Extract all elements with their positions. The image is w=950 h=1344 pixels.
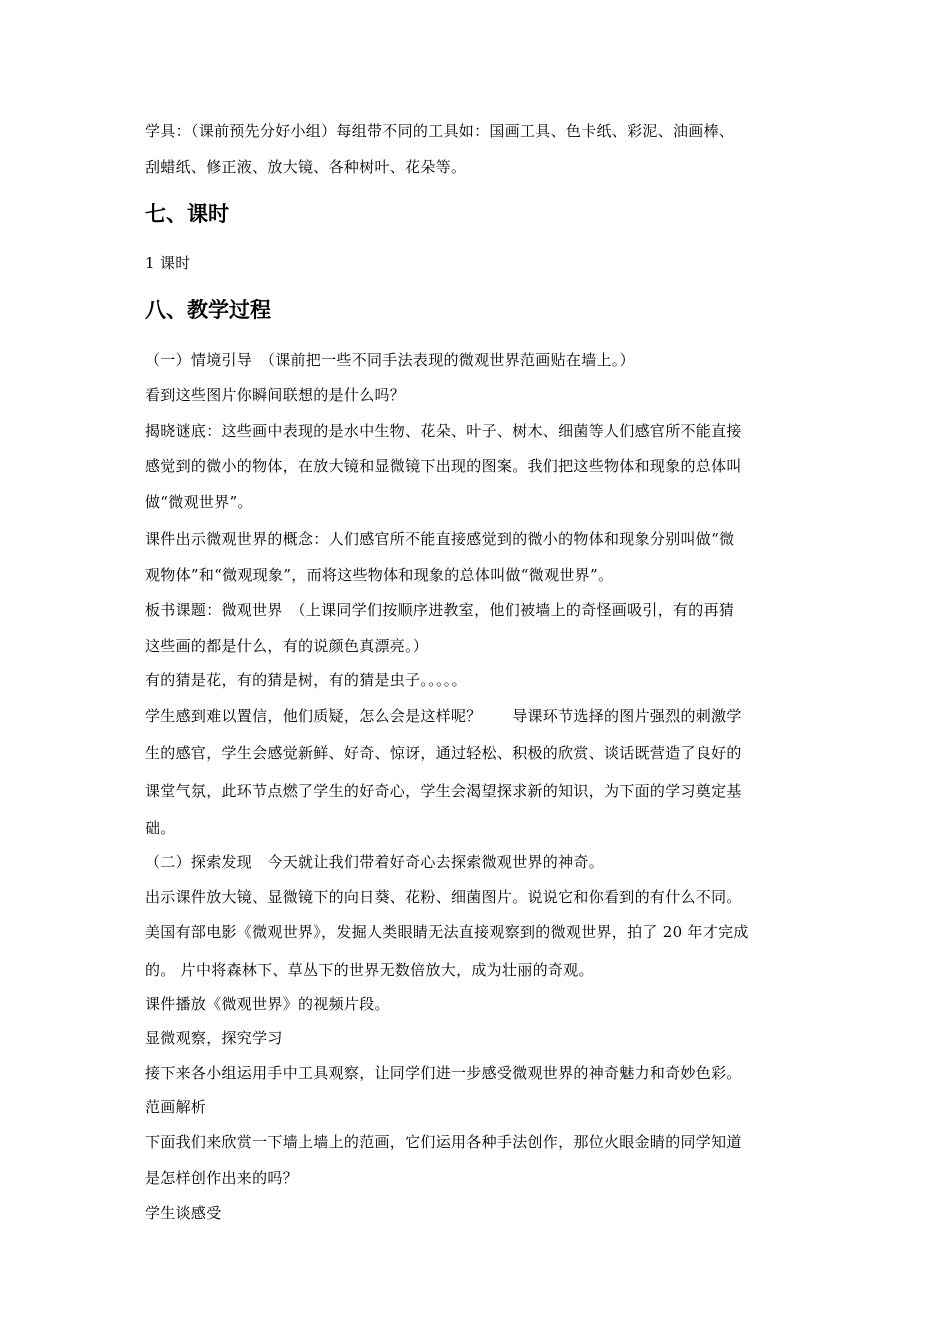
paragraph-line: 的。 片中将森林下、草丛下的世界无数倍放大，成为壮丽的奇观。 (145, 961, 594, 979)
paragraph-line: 观物体”和“微观现象”，而将这些物体和现象的总体叫做“微观世界”。 (145, 566, 614, 584)
section-7-body: 1 课时 (145, 254, 191, 272)
tools-line-1: 学具：（课前预先分好小组）每组带不同的工具如：国画工具、色卡纸、彩泥、油画棒、 (145, 122, 735, 140)
paragraph-line: 揭晓谜底：这些画中表现的是水中生物、花朵、叶子、树木、细菌等人们感官所不能直接 (145, 422, 742, 440)
paragraph-line: 学生谈感受 (145, 1204, 222, 1222)
paragraph-line: 出示课件放大镜、显微镜下的向日葵、花粉、细菌图片。说说它和你看到的有什么不同。 (145, 888, 742, 906)
paragraph-line: 范画解析 (145, 1098, 207, 1116)
paragraph-line: 做“微观世界”。 (145, 493, 253, 511)
paragraph-line: 课件出示微观世界的概念：人们感官所不能直接感觉到的微小的物体和现象分别叫做“微 (145, 530, 735, 548)
paragraph-line: 感觉到的微小的物体，在放大镜和显微镜下出现的图案。我们把这些物体和现象的总体叫 (145, 457, 742, 475)
tools-line-2: 刮蜡纸、修正液、放大镜、各种树叶、花朵等。 (145, 158, 467, 176)
paragraph-line: 下面我们来欣赏一下墙上墙上的范画，它们运用各种手法创作，那位火眼金睛的同学知道 (145, 1133, 742, 1151)
paragraph-line: （一）情境引导 （课前把一些不同手法表现的微观世界范画贴在墙上。） (145, 351, 635, 369)
paragraph-line: 这些画的都是什么，有的说颜色真漂亮。） (145, 637, 429, 655)
paragraph-line: 生的感官，学生会感觉新鲜、好奇、惊讶，通过轻松、积极的欣赏、谈话既营造了良好的 (145, 744, 742, 762)
paragraph-line: 学生感到难以置信，他们质疑，怎么会是这样呢？ 导课环节选择的图片强烈的刺激学 (145, 707, 742, 725)
paragraph-line: 看到这些图片你瞬间联想的是什么吗？ (145, 386, 406, 404)
paragraph-line: 课堂气氛，此环节点燃了学生的好奇心，学生会渴望探求新的知识，为下面的学习奠定基 (145, 782, 742, 800)
paragraph-line: 显微观察，探究学习 (145, 1029, 283, 1047)
section-7-heading: 七、课时 (145, 202, 229, 226)
paragraph-line: 接下来各小组运用手中工具观察，让同学们进一步感受微观世界的神奇魅力和奇妙色彩。 (145, 1064, 742, 1082)
paragraph-line: 础。 (145, 819, 176, 837)
paragraph-line: 课件播放《微观世界》的视频片段。 (145, 995, 390, 1013)
paragraph-line: 板书课题：微观世界 （上课同学们按顺序进教室，他们被墙上的奇怪画吸引，有的再猜 (145, 601, 735, 619)
paragraph-line: 美国有部电影《微观世界》，发掘人类眼睛无法直接观察到的微观世界，拍了 20 年才完成 (145, 923, 749, 941)
paragraph-line: （二）探索发现 今天就让我们带着好奇心去探索微观世界的神奇。 (145, 853, 605, 871)
section-8-heading: 八、教学过程 (145, 298, 271, 322)
paragraph-line: 有的猜是花，有的猜是树，有的猜是虫子。。。。。 (145, 671, 467, 689)
paragraph-line: 是怎样创作出来的吗？ (145, 1169, 299, 1187)
